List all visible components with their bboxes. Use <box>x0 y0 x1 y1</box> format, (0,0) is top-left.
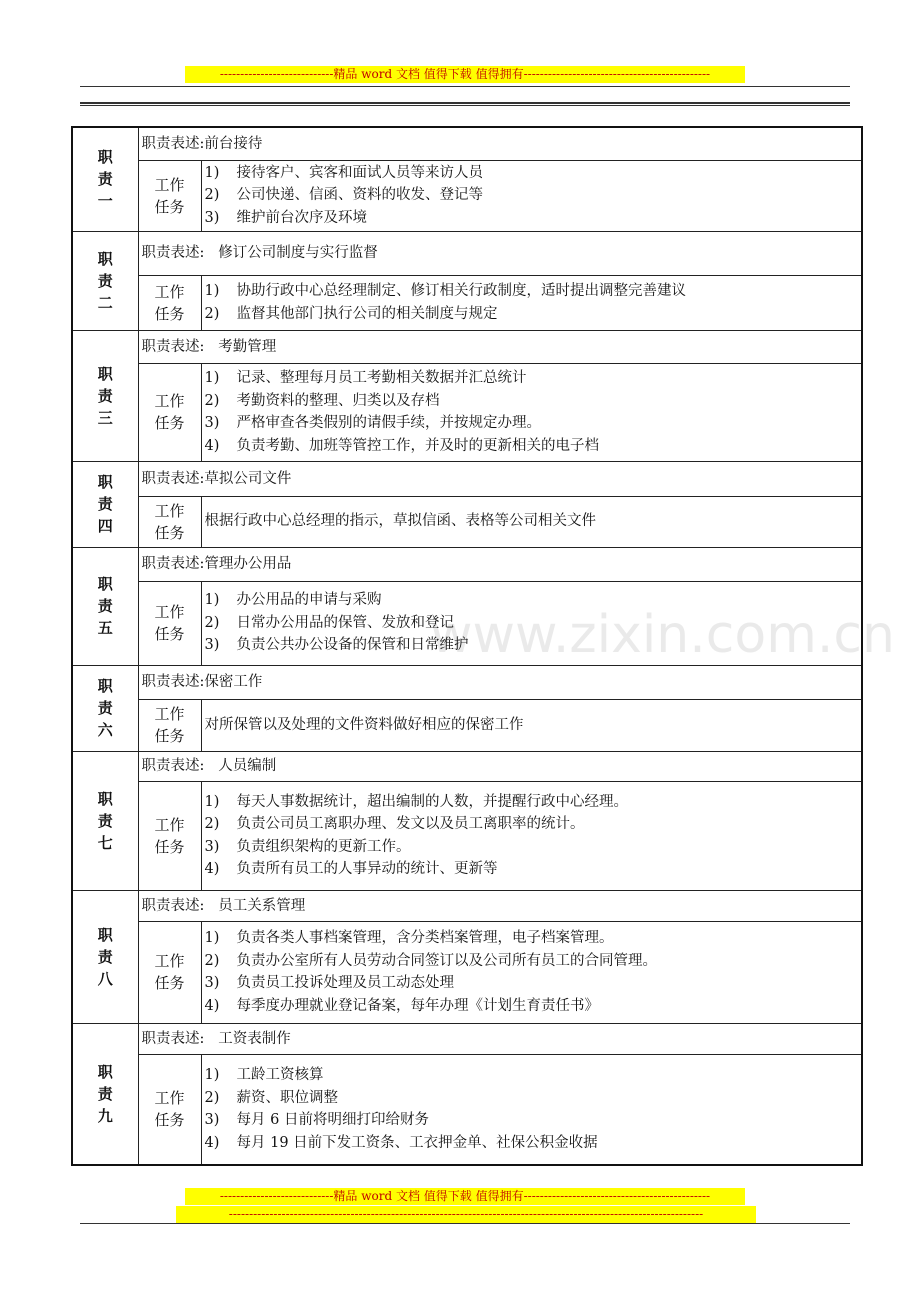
task-item <box>205 950 859 973</box>
task-text: 协助行政中心总经理制定、修订相关行政制度，适时提出调整完善建议 <box>236 283 686 299</box>
work-tasks-label-part: 工作 <box>154 282 185 301</box>
duty-description-text: 职责表述:草拟公司文件 <box>141 470 292 487</box>
duty-label-char: 责 <box>97 1084 113 1103</box>
task-text: 负责办公室所有人员劳动合同签订以及公司所有员工的合同管理。 <box>236 952 657 969</box>
task-number: 3) <box>204 415 220 431</box>
task-item <box>205 858 859 881</box>
task-item <box>205 303 859 326</box>
task-item <box>205 813 859 836</box>
task-item <box>205 972 859 995</box>
task-number: 1) <box>204 370 220 386</box>
task-text: 日常办公用品的保管、发放和登记 <box>236 614 454 631</box>
work-tasks-label-part: 工作 <box>154 952 185 970</box>
task-item <box>205 589 859 612</box>
duty-label-char: 责 <box>97 699 113 717</box>
task-number: 3) <box>204 637 220 654</box>
work-tasks-label <box>138 781 201 890</box>
work-tasks <box>201 1054 862 1165</box>
duty-label-char: 职 <box>97 789 113 808</box>
task-item <box>205 280 859 303</box>
work-tasks <box>201 921 862 1023</box>
task-number: 4) <box>204 861 220 877</box>
task-item <box>205 390 859 413</box>
work-tasks-label <box>138 1054 201 1165</box>
work-tasks-label-part: 任务 <box>154 837 185 856</box>
work-tasks-label-part: 工作 <box>154 392 185 410</box>
work-tasks-label-part: 任务 <box>154 625 185 643</box>
task-text: 工龄工资核算 <box>236 1067 324 1084</box>
work-tasks-label-part: 任务 <box>154 974 185 992</box>
task-number: 1) <box>204 793 220 810</box>
task-item <box>205 612 859 635</box>
task-text: 每月 6 日前将明细打印给财务 <box>236 1112 429 1129</box>
task-item <box>205 634 859 657</box>
duty-label-char: 职 <box>97 925 113 944</box>
task-number: 4) <box>204 437 220 454</box>
duty-description-text: 职责表述: 员工关系管理 <box>141 897 306 914</box>
duty-description-text: 职责表述:保密工作 <box>141 674 263 690</box>
duties-table <box>71 126 863 1166</box>
task-number: 1) <box>204 283 220 299</box>
work-tasks-label-part: 工作 <box>154 603 185 621</box>
task-text: 办公用品的申请与采购 <box>236 592 382 609</box>
work-tasks <box>201 781 862 890</box>
task-item <box>205 367 859 390</box>
duty-label <box>72 547 138 665</box>
work-tasks-label-part: 工作 <box>154 815 185 834</box>
task-text: 每月 19 日前下发工资条、工衣押金单、社保公积金收据 <box>236 1134 598 1151</box>
work-tasks <box>201 496 862 547</box>
task-number: 3) <box>204 209 220 226</box>
task-number: 1) <box>204 930 220 946</box>
task-item <box>205 927 859 950</box>
duty-label <box>72 751 138 890</box>
duty-description <box>138 890 862 921</box>
task-number: 2) <box>204 952 220 969</box>
duty-description <box>138 231 862 275</box>
duty-label <box>72 1023 138 1165</box>
footer-dashes: --------------------------------------------------------------------------------------------------------------------- <box>176 1206 756 1223</box>
work-tasks-label-part: 工作 <box>154 501 185 520</box>
work-tasks-label-part: 工作 <box>154 175 185 194</box>
footer-rule <box>80 1223 850 1224</box>
task-text: 维护前台次序及环境 <box>236 209 367 226</box>
duty-label-char: 职 <box>97 148 113 167</box>
task-text: 记录、整理每月员工考勤相关数据并汇总统计 <box>236 370 527 386</box>
duty-label-char: 责 <box>97 170 113 189</box>
work-tasks-label <box>138 581 201 665</box>
task-item <box>205 791 859 814</box>
work-tasks-label <box>138 496 201 547</box>
duty-label-char: 二 <box>97 293 113 312</box>
duty-description <box>138 547 862 581</box>
duty-label-char: 四 <box>97 517 113 535</box>
task-text: 考勤资料的整理、归类以及存档 <box>236 392 440 409</box>
duty-label-char: 八 <box>97 969 113 988</box>
duty-description-text: 职责表述:管理办公用品 <box>141 556 292 572</box>
duty-description <box>138 461 862 496</box>
work-tasks-label <box>138 699 201 751</box>
duty-label-char: 职 <box>97 575 113 593</box>
duty-description-text: 职责表述: 修订公司制度与实行监督 <box>141 245 378 261</box>
watermark: www.zixin.com.cn <box>430 605 895 665</box>
work-tasks <box>201 363 862 461</box>
task-item <box>205 836 859 859</box>
duty-description <box>138 330 862 363</box>
task-text: 负责公共办公设备的保管和日常维护 <box>236 637 469 654</box>
duty-label-char: 责 <box>97 811 113 830</box>
task-number: 4) <box>204 1134 220 1151</box>
task-text: 负责所有员工的人事异动的统计、更新等 <box>236 861 498 877</box>
task-text: 负责各类人事档案管理，含分类档案管理，电子档案管理。 <box>236 930 614 946</box>
duty-label-char: 职 <box>97 677 113 695</box>
work-tasks-label-part: 工作 <box>154 705 185 723</box>
duty-label-char: 五 <box>97 619 113 637</box>
task-item <box>205 1064 859 1087</box>
footer-banner: ----------------------------精品 word 文档 值得下载 值得拥有---------------------------------------------- <box>185 1188 745 1205</box>
work-tasks-label <box>138 363 201 461</box>
task-item <box>205 435 859 458</box>
task-item <box>205 184 859 207</box>
duty-label-char: 七 <box>97 833 113 852</box>
duty-label <box>72 665 138 751</box>
work-tasks-label-part: 任务 <box>154 304 185 323</box>
work-tasks <box>201 160 862 231</box>
task-number: 1) <box>204 164 220 181</box>
duty-label-char: 六 <box>97 721 113 739</box>
task-number: 3) <box>204 838 220 855</box>
task-item <box>205 412 859 435</box>
duty-label <box>72 127 138 231</box>
task-number: 2) <box>204 816 220 832</box>
task-text: 严格审查各类假别的请假手续，并按规定办理。 <box>236 415 541 431</box>
duty-description <box>138 751 862 781</box>
work-tasks-label-part: 任务 <box>154 197 185 216</box>
work-tasks <box>201 275 862 330</box>
duty-label <box>72 231 138 330</box>
task-item <box>205 995 859 1018</box>
duty-description-text: 职责表述: 工资表制作 <box>141 1030 291 1047</box>
work-tasks-label <box>138 275 201 330</box>
task-number: 3) <box>204 1112 220 1129</box>
header-rule-double-a <box>80 102 850 104</box>
work-tasks <box>201 581 862 665</box>
task-text: 根据行政中心总经理的指示，草拟信函、表格等公司相关文件 <box>204 513 596 530</box>
duty-description <box>138 1023 862 1054</box>
work-tasks-label-part: 任务 <box>154 1111 185 1130</box>
work-tasks-label <box>138 921 201 1023</box>
duty-label-char: 职 <box>97 249 113 268</box>
task-number: 2) <box>204 305 220 322</box>
task-text: 公司快递、信函、资料的收发、登记等 <box>236 187 483 204</box>
duty-label-char: 责 <box>97 947 113 966</box>
task-number: 4) <box>204 997 220 1014</box>
duty-label <box>72 330 138 461</box>
task-text: 负责组织架构的更新工作。 <box>236 838 411 855</box>
duty-label-char: 责 <box>97 271 113 290</box>
task-item <box>205 1087 859 1110</box>
duty-label-char: 责 <box>97 495 113 513</box>
task-text: 负责员工投诉处理及员工动态处理 <box>236 975 454 991</box>
work-tasks <box>201 699 862 751</box>
work-tasks-label <box>138 160 201 231</box>
task-number: 3) <box>204 975 220 991</box>
duty-label-char: 职 <box>97 364 113 383</box>
duty-label-char: 职 <box>97 473 113 491</box>
task-item <box>205 1132 859 1155</box>
header-rule-double-b <box>80 105 850 106</box>
task-text: 监督其他部门执行公司的相关制度与规定 <box>236 305 498 322</box>
duty-label-char: 三 <box>97 408 113 427</box>
duty-label-char: 职 <box>97 1062 113 1081</box>
task-text: 对所保管以及处理的文件资料做好相应的保密工作 <box>204 716 524 733</box>
task-item <box>205 1109 859 1132</box>
duty-description-text: 职责表述: 人员编制 <box>141 758 277 774</box>
work-tasks-label-part: 任务 <box>154 727 185 745</box>
duty-label-char: 责 <box>97 597 113 615</box>
task-text: 每季度办理就业登记备案，每年办理《计划生育责任书》 <box>236 997 599 1014</box>
duty-description-text: 职责表述:前台接待 <box>141 135 263 152</box>
task-number: 2) <box>204 1089 220 1106</box>
task-number: 2) <box>204 614 220 631</box>
header-banner: ----------------------------精品 word 文档 值得下载 值得拥有---------------------------------------------- <box>185 66 745 83</box>
duty-label-char: 一 <box>97 192 113 211</box>
task-number: 1) <box>204 592 220 609</box>
duty-label-char: 九 <box>97 1106 113 1125</box>
task-text: 薪资、职位调整 <box>236 1089 338 1106</box>
task-item <box>205 162 859 185</box>
duty-description <box>138 665 862 699</box>
duty-label <box>72 461 138 547</box>
duty-label-char: 责 <box>97 386 113 405</box>
task-text: 每天人事数据统计，超出编制的人数，并提醒行政中心经理。 <box>236 793 628 810</box>
work-tasks-label-part: 任务 <box>154 414 185 432</box>
task-text: 接待客户、宾客和面试人员等来访人员 <box>236 164 483 181</box>
duty-description-text: 职责表述: 考勤管理 <box>141 338 277 355</box>
duty-description <box>138 127 862 160</box>
task-number: 2) <box>204 187 220 204</box>
work-tasks-label-part: 任务 <box>154 523 185 542</box>
task-text: 负责考勤、加班等管控工作，并及时的更新相关的电子档 <box>236 437 599 454</box>
header-rule-thin <box>80 86 850 87</box>
duty-label <box>72 890 138 1023</box>
task-number: 2) <box>204 392 220 409</box>
task-item <box>205 207 859 230</box>
task-text: 负责公司员工离职办理、发文以及员工离职率的统计。 <box>236 816 585 832</box>
work-tasks-label-part: 工作 <box>154 1089 185 1108</box>
task-number: 1) <box>204 1067 220 1084</box>
